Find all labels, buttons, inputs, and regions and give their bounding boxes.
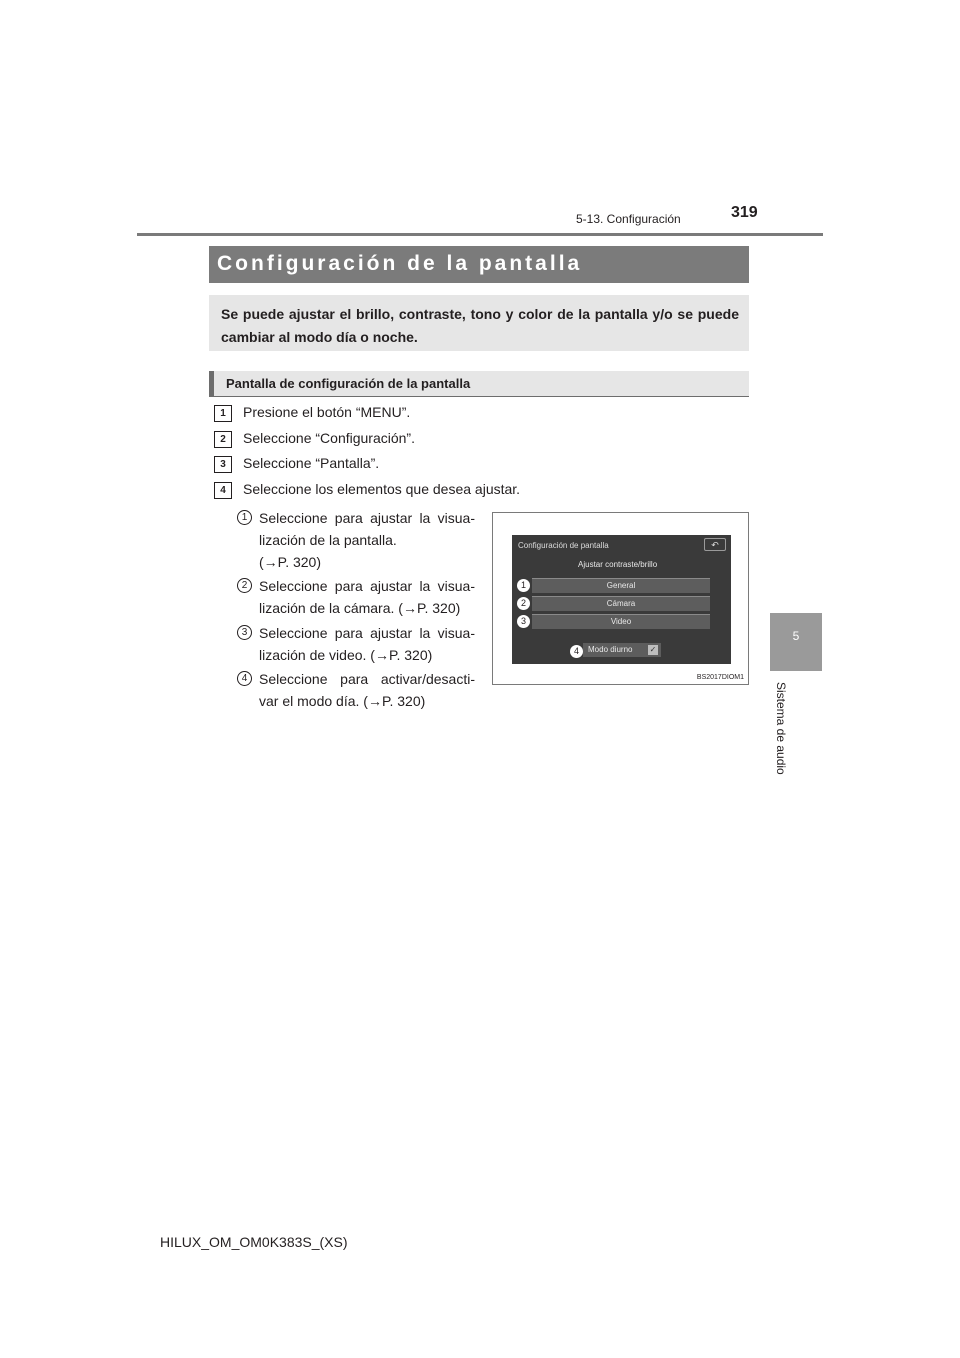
day-mode-label: Modo diurno	[588, 645, 633, 654]
step-number: 1	[214, 405, 232, 422]
item-line: Seleccione para activar/desacti-	[259, 671, 475, 687]
checkbox-icon[interactable]: ✓	[649, 645, 657, 654]
screen-figure	[492, 512, 749, 685]
subheading-rule	[209, 396, 749, 397]
item-line: lización de video. (→P. 320)	[259, 647, 433, 663]
footer-code: HILUX_OM_OM0K383S_(XS)	[160, 1234, 348, 1250]
item-number: 4	[237, 671, 252, 686]
step-text: Seleccione “Configuración”.	[243, 430, 415, 446]
screen-display	[512, 535, 731, 664]
item-number: 2	[237, 578, 252, 593]
item-line: (→P. 320)	[259, 554, 321, 570]
item-line: Seleccione para ajustar la visua-	[259, 510, 475, 526]
camera-button[interactable]: Cámara	[532, 596, 710, 611]
subheading	[209, 371, 749, 397]
step-number: 3	[214, 456, 232, 473]
chapter-label-text: Sistema de audio	[774, 682, 788, 775]
callout-number: 3	[517, 615, 530, 628]
item-line: var el modo día. (→P. 320)	[259, 693, 426, 709]
back-arrow-icon[interactable]: ↶	[704, 538, 726, 551]
intro-box	[209, 295, 749, 351]
subheading-text: Pantalla de configuración de la pantalla	[226, 376, 471, 391]
step-number: 2	[214, 431, 232, 448]
figure-caption: BS2017DIOM1	[696, 674, 744, 681]
item-line: lización de la cámara. (→P. 320)	[259, 600, 461, 616]
item-text	[259, 575, 475, 619]
screen-subtitle: Ajustar contraste/brillo	[578, 560, 658, 569]
header-rule	[137, 233, 823, 236]
item-text	[259, 668, 475, 712]
step-text: Seleccione los elementos que desea ajustar.	[243, 481, 521, 497]
page-number: 319	[731, 204, 758, 221]
item-line: lización de la pantalla.	[259, 532, 397, 548]
step-text: Seleccione “Pantalla”.	[243, 455, 380, 471]
day-mode-toggle[interactable]	[583, 643, 661, 657]
title-bar	[209, 246, 749, 283]
general-button[interactable]: General	[532, 578, 710, 593]
step-number: 4	[214, 482, 232, 499]
callout-number: 1	[517, 579, 530, 592]
item-text	[259, 507, 475, 573]
item-line: Seleccione para ajustar la visua-	[259, 578, 475, 594]
item-number: 3	[237, 625, 252, 640]
step-text: Presione el botón “MENU”.	[243, 404, 411, 420]
item-number: 1	[237, 510, 252, 525]
item-line: Seleccione para ajustar la visua-	[259, 625, 475, 641]
header-section: 5-13. Configuración	[576, 212, 681, 226]
screen-title: Configuración de pantalla	[518, 541, 609, 550]
intro-text: Se puede ajustar el brillo, contraste, tono y color de la pantalla y/o se puede cambiar al modo día o noche.	[221, 306, 739, 345]
chapter-tab: 5	[770, 613, 822, 671]
page-title: Configuración de la pantalla	[217, 252, 583, 275]
video-button[interactable]: Video	[532, 614, 710, 629]
item-text	[259, 622, 475, 666]
callout-number: 4	[570, 645, 583, 658]
callout-number: 2	[517, 597, 530, 610]
